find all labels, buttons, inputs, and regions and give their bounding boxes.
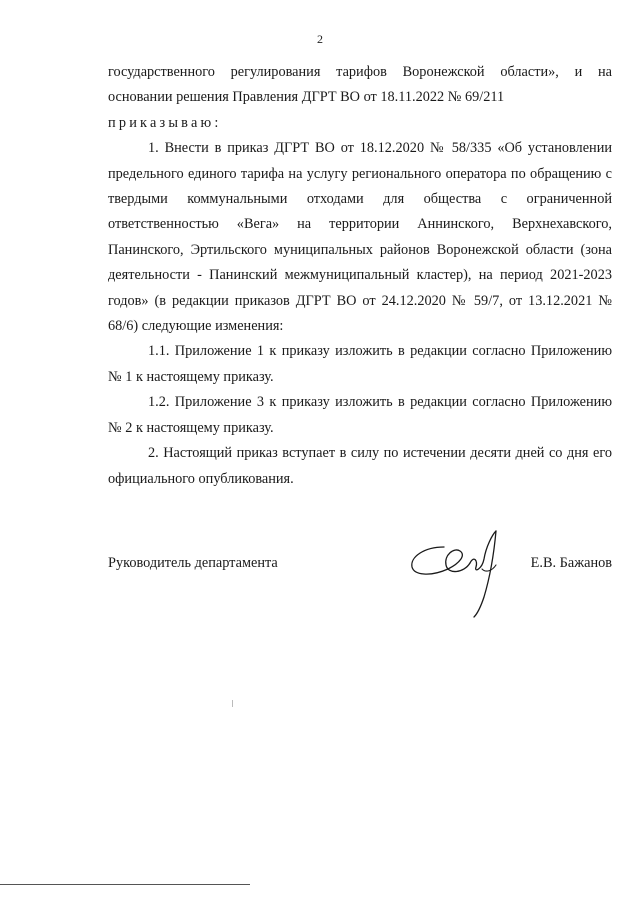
- paragraph-intro-line-1: государственного регулирования тарифов Воронежской области», и на: [108, 64, 612, 80]
- paragraph-item-1: 1. Внести в приказ ДГРТ ВО от 18.12.2020 № 58/335 «Об установлении предельного единого тарифа на услугу регионального оператора по обращению с твердыми коммунальными отходами для общества с ограниченной ответственностью «Вега» на территории Аннинского, Верхнехавского, Панинского, Эртильского муниципальных районов Воронежской области (зона деятельности - Панинский межмуниципальный кластер), на период 2021-2023 годов» (в редакции приказов ДГРТ ВО от 24.12.2020 № 59/7, от 13.12.2021 № 68/6) следующие изменения:: [108, 140, 612, 335]
- signatory-role: Руководитель департамента: [108, 555, 278, 571]
- page-number: 2: [317, 32, 323, 46]
- paragraph-item-1-2: 1.2. Приложение 3 к приказу изложить в редакции согласно Приложению № 2 к настоящему приказу.: [108, 394, 612, 436]
- scan-speck: [232, 700, 233, 707]
- footer-rule: [0, 884, 250, 885]
- paragraph-intro-line-2: основании решения Правления ДГРТ ВО от 18.11.2022 № 69/211: [108, 89, 505, 106]
- paragraph-order-word: приказываю:: [108, 114, 222, 131]
- paragraph-item-2: 2. Настоящий приказ вступает в силу по истечении десяти дней со дня его официального опубликования.: [108, 445, 612, 487]
- signature-image: [404, 525, 514, 621]
- document-body: [108, 60, 612, 492]
- paragraph-item-1-1: 1.1. Приложение 1 к приказу изложить в редакции согласно Приложению № 1 к настоящему приказу.: [108, 343, 612, 385]
- signatory-name: Е.В. Бажанов: [530, 555, 612, 571]
- signature-block: [108, 525, 612, 625]
